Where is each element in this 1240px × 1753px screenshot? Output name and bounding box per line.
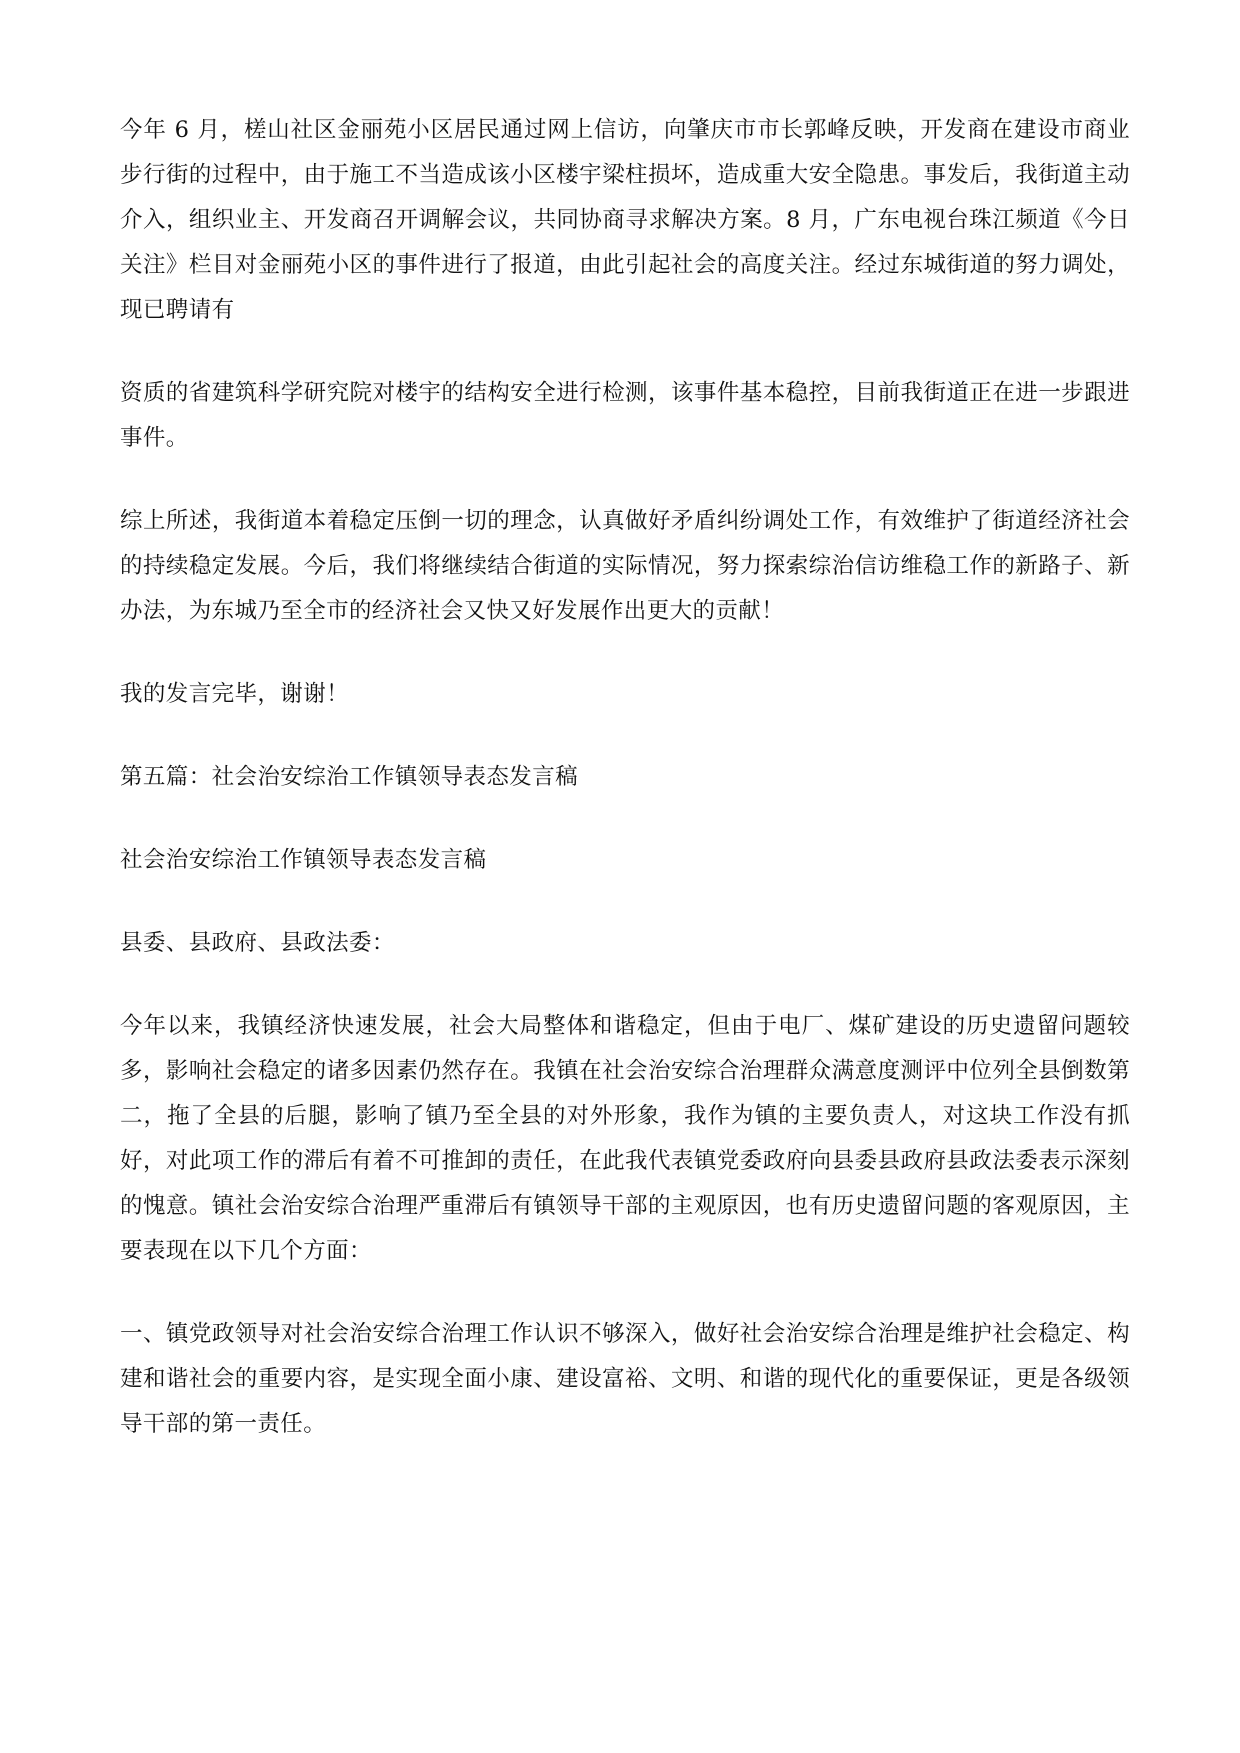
paragraph-inspection-followup: 资质的省建筑科学研究院对楼宇的结构安全进行检测，该事件基本稳控，目前我街道正在进一步跟进事件。	[120, 380, 1130, 451]
document-body	[120, 108, 1130, 1485]
section-heading: 第五篇：社会治安综治工作镇领导表态发言稿	[120, 764, 579, 790]
paragraph-closing: 我的发言完毕，谢谢！	[120, 681, 350, 707]
paragraph-situation: 今年以来，我镇经济快速发展，社会大局整体和谐稳定，但由于电厂、煤矿建设的历史遗留问题较多，影响社会稳定的诸多因素仍然存在。我镇在社会治安综合治理群众满意度测评中位列全县倒数第二，拖了全县的后腿，影响了镇乃至全县的对外形象，我作为镇的主要负责人，对这块工作没有抓好，对此项工作的滞后有着不可推卸的责任，在此我代表镇党委政府向县委县政府县政法委表示深刻的愧意。镇社会治安综合治理严重滞后有镇领导干部的主观原因，也有历史遗留问题的客观原因，主要表现在以下几个方面：	[120, 1013, 1130, 1264]
paragraph-complaint-report: 今年 6 月，槎山社区金丽苑小区居民通过网上信访，向肇庆市市长郭峰反映，开发商在建设市商业步行街的过程中，由于施工不当造成该小区楼宇梁柱损坏，造成重大安全隐患。事发后，我街道主动介入，组织业主、开发商召开调解会议，共同协商寻求解决方案。8 月，广东电视台珠江频道《今日关注》栏目对金丽苑小区的事件进行了报道，由此引起社会的高度关注。经过东城街道的努力调处，现已聘请有	[120, 117, 1130, 323]
speech-title: 社会治安综治工作镇领导表态发言稿	[120, 847, 487, 873]
paragraph-summary: 综上所述，我街道本着稳定压倒一切的理念，认真做好矛盾纠纷调处工作，有效维护了街道经济社会的持续稳定发展。今后，我们将继续结合街道的实际情况，努力探索综治信访维稳工作的新路子、新办法，为东城乃至全市的经济社会又快又好发展作出更大的贡献！	[120, 508, 1130, 624]
paragraph-point-one: 一、镇党政领导对社会治安综合治理工作认识不够深入，做好社会治安综合治理是维护社会稳定、构建和谐社会的重要内容，是实现全面小康、建设富裕、文明、和谐的现代化的重要保证，更是各级领导干部的第一责任。	[120, 1321, 1130, 1437]
salutation: 县委、县政府、县政法委：	[120, 930, 395, 956]
